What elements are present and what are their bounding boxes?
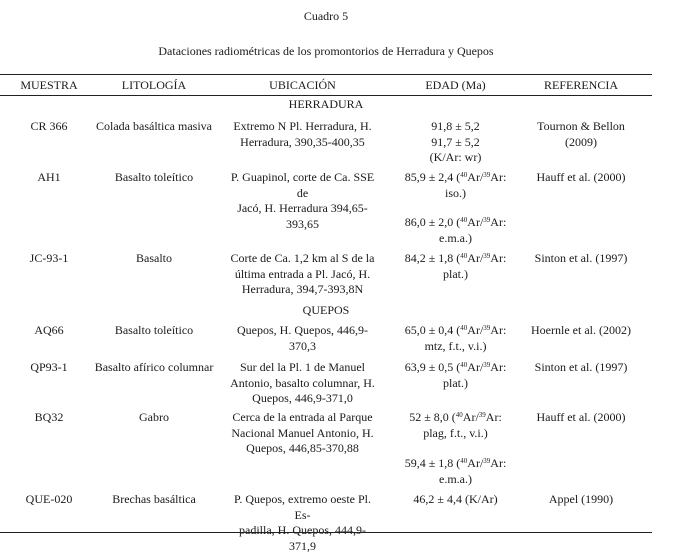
header-rule	[0, 95, 652, 96]
cell-muestra: QUE-020	[25, 492, 73, 506]
cell-ubicacion-line: Jacó, H. Herradura 394,65-393,65	[237, 201, 368, 231]
bottom-rule	[0, 532, 652, 533]
section-label-quepos: QUEPOS	[302, 303, 350, 317]
top-rule	[0, 74, 652, 75]
cell-edad	[393, 323, 518, 354]
cell-referencia-line: Sinton et al. (1997)	[534, 251, 628, 265]
cell-referencia	[522, 492, 640, 508]
cell-edad-line: plat.)	[443, 375, 468, 390]
cell-ubicacion-line: Quepos, H. Quepos, 446,9-	[237, 323, 368, 337]
cell-ubicacion	[225, 119, 380, 150]
cell-referencia	[522, 360, 640, 376]
cell-ubicacion-line: Sur del la Pl. 1 de Manuel	[240, 360, 365, 374]
header-litologia: LITOLOGÍA	[121, 78, 187, 92]
cell-ubicacion-line: Extremo N Pl. Herradura, H.	[233, 119, 372, 133]
cell-ubicacion-line: P. Quepos, extremo oeste Pl. Es-	[234, 492, 371, 522]
cell-muestra: AQ66	[34, 323, 64, 337]
cell-ubicacion	[225, 410, 380, 457]
cell-referencia-line: Hoernle et al. (2002)	[531, 323, 631, 337]
cell-edad-line: mtz, f.t., v.i.)	[424, 338, 487, 353]
cell-edad	[393, 456, 518, 487]
cell-edad-line: e.m.a.)	[439, 471, 472, 486]
cell-litologia: Brechas basáltica	[112, 492, 196, 506]
cell-edad-line: 91,8 ± 5,2	[431, 119, 480, 133]
cell-litologia: Basalto toleítico	[114, 323, 194, 337]
cell-referencia	[522, 323, 640, 339]
cell-ubicacion-line: Quepos, 446,9-371,0	[252, 391, 353, 405]
header-edad: EDAD (Ma)	[425, 78, 486, 92]
cell-ubicacion-line: Corte de Ca. 1,2 km al S de la	[230, 251, 375, 265]
cell-edad-line: 46,2 ± 4,4 (K/Ar)	[413, 492, 498, 506]
cell-edad	[393, 492, 518, 508]
table-caption-number: Cuadro 5	[303, 9, 349, 23]
cell-ubicacion-line: última entrada a Pl. Jacó, H.	[234, 266, 371, 281]
cell-muestra: BQ32	[34, 410, 64, 424]
cell-ubicacion-line: 370,3	[289, 338, 316, 353]
cell-ubicacion-line: Cerca de la entrada al Parque	[232, 410, 373, 424]
cell-ubicacion-line: Nacional Manuel Antonio, H.	[231, 425, 374, 440]
cell-muestra: CR 366	[30, 119, 68, 133]
cell-referencia-line: Hauff et al. (2000)	[536, 410, 626, 424]
cell-muestra: AH1	[37, 170, 61, 184]
cell-ubicacion-line: Herradura, 390,35-400,35	[240, 134, 365, 149]
cell-ubicacion-line: padilla, H. Quepos, 444,9- 371,9	[239, 523, 366, 553]
cell-referencia-line: Appel (1990)	[548, 492, 614, 506]
cell-litologia: Basalto afírico columnar	[94, 360, 214, 374]
cell-litologia: Basalto	[136, 251, 172, 265]
cell-litologia: Basalto toleítico	[114, 170, 194, 184]
cell-edad-line: 91,7 ± 5,2	[431, 134, 480, 149]
cell-edad-line: 84,2 ± 1,8 ($^{40}$Ar/$^{39}$Ar:	[404, 251, 507, 265]
cell-ubicacion	[225, 360, 380, 407]
table-caption-title: Dataciones radiométricas de los promontorios de Herradura y Quepos	[158, 44, 494, 58]
cell-edad-line: 63,9 ± 0,5 ($^{40}$Ar/$^{39}$Ar:	[404, 360, 507, 374]
header-row	[0, 78, 652, 95]
cell-ubicacion	[225, 323, 380, 354]
cell-edad-line: 65,0 ± 0,4 ($^{40}$Ar/$^{39}$Ar:	[404, 323, 507, 337]
cell-edad-line: (K/Ar: wr)	[429, 150, 482, 164]
cell-edad-line: 86,0 ± 2,0 ($^{40}$Ar/$^{39}$Ar:	[404, 215, 507, 229]
header-referencia: REFERENCIA	[543, 78, 618, 92]
cell-muestra: JC-93-1	[29, 251, 69, 265]
cell-edad	[393, 170, 518, 201]
cell-referencia-line: Sinton et al. (1997)	[534, 360, 628, 374]
cell-edad-line: 59,4 ± 1,8 ($^{40}$Ar/$^{39}$Ar:	[404, 456, 507, 470]
cell-referencia	[522, 251, 640, 267]
section-label-herradura: HERRADURA	[288, 97, 364, 111]
cell-edad	[393, 215, 518, 246]
cell-edad	[393, 410, 518, 441]
cell-ubicacion	[225, 492, 380, 554]
cell-edad-line: 52 ± 8,0 ($^{40}$Ar/$^{39}$Ar:	[409, 410, 502, 424]
cell-ubicacion-line: Antonio, basalto columnar, H.	[230, 375, 375, 390]
cell-muestra: QP93-1	[30, 360, 68, 374]
cell-litologia: Gabro	[139, 410, 169, 424]
cell-ubicacion-line: P. Guapinol, corte de Ca. SSE de	[230, 170, 375, 200]
cell-referencia-line: Hauff et al. (2000)	[536, 170, 626, 184]
cell-edad	[393, 360, 518, 391]
cell-referencia	[522, 410, 640, 426]
cell-ubicacion	[225, 251, 380, 298]
cell-edad-line: e.m.a.)	[439, 230, 472, 245]
header-ubicacion: UBICACIÓN	[269, 78, 336, 92]
cell-referencia-line: (2009)	[565, 134, 597, 149]
cell-ubicacion	[225, 170, 380, 232]
cell-edad-line: 85,9 ± 2,4 ($^{40}$Ar/$^{39}$Ar:	[404, 170, 507, 184]
cell-referencia	[522, 170, 640, 186]
cell-referencia	[522, 119, 640, 150]
cell-referencia-line: Tournon & Bellon	[537, 119, 625, 133]
cell-ubicacion-line: Quepos, 446,85-370,88	[246, 441, 359, 455]
cell-litologia: Colada basáltica masiva	[96, 119, 212, 133]
cell-ubicacion-line: Herradura, 394,7-393,8N	[241, 282, 364, 296]
cell-edad-line: plag, f.t., v.i.)	[423, 425, 488, 440]
cell-edad-line: iso.)	[445, 185, 466, 200]
cell-edad	[393, 251, 518, 282]
cell-edad-line: plat.)	[443, 266, 468, 281]
cell-edad	[393, 119, 518, 166]
header-muestra: MUESTRA	[20, 78, 78, 92]
